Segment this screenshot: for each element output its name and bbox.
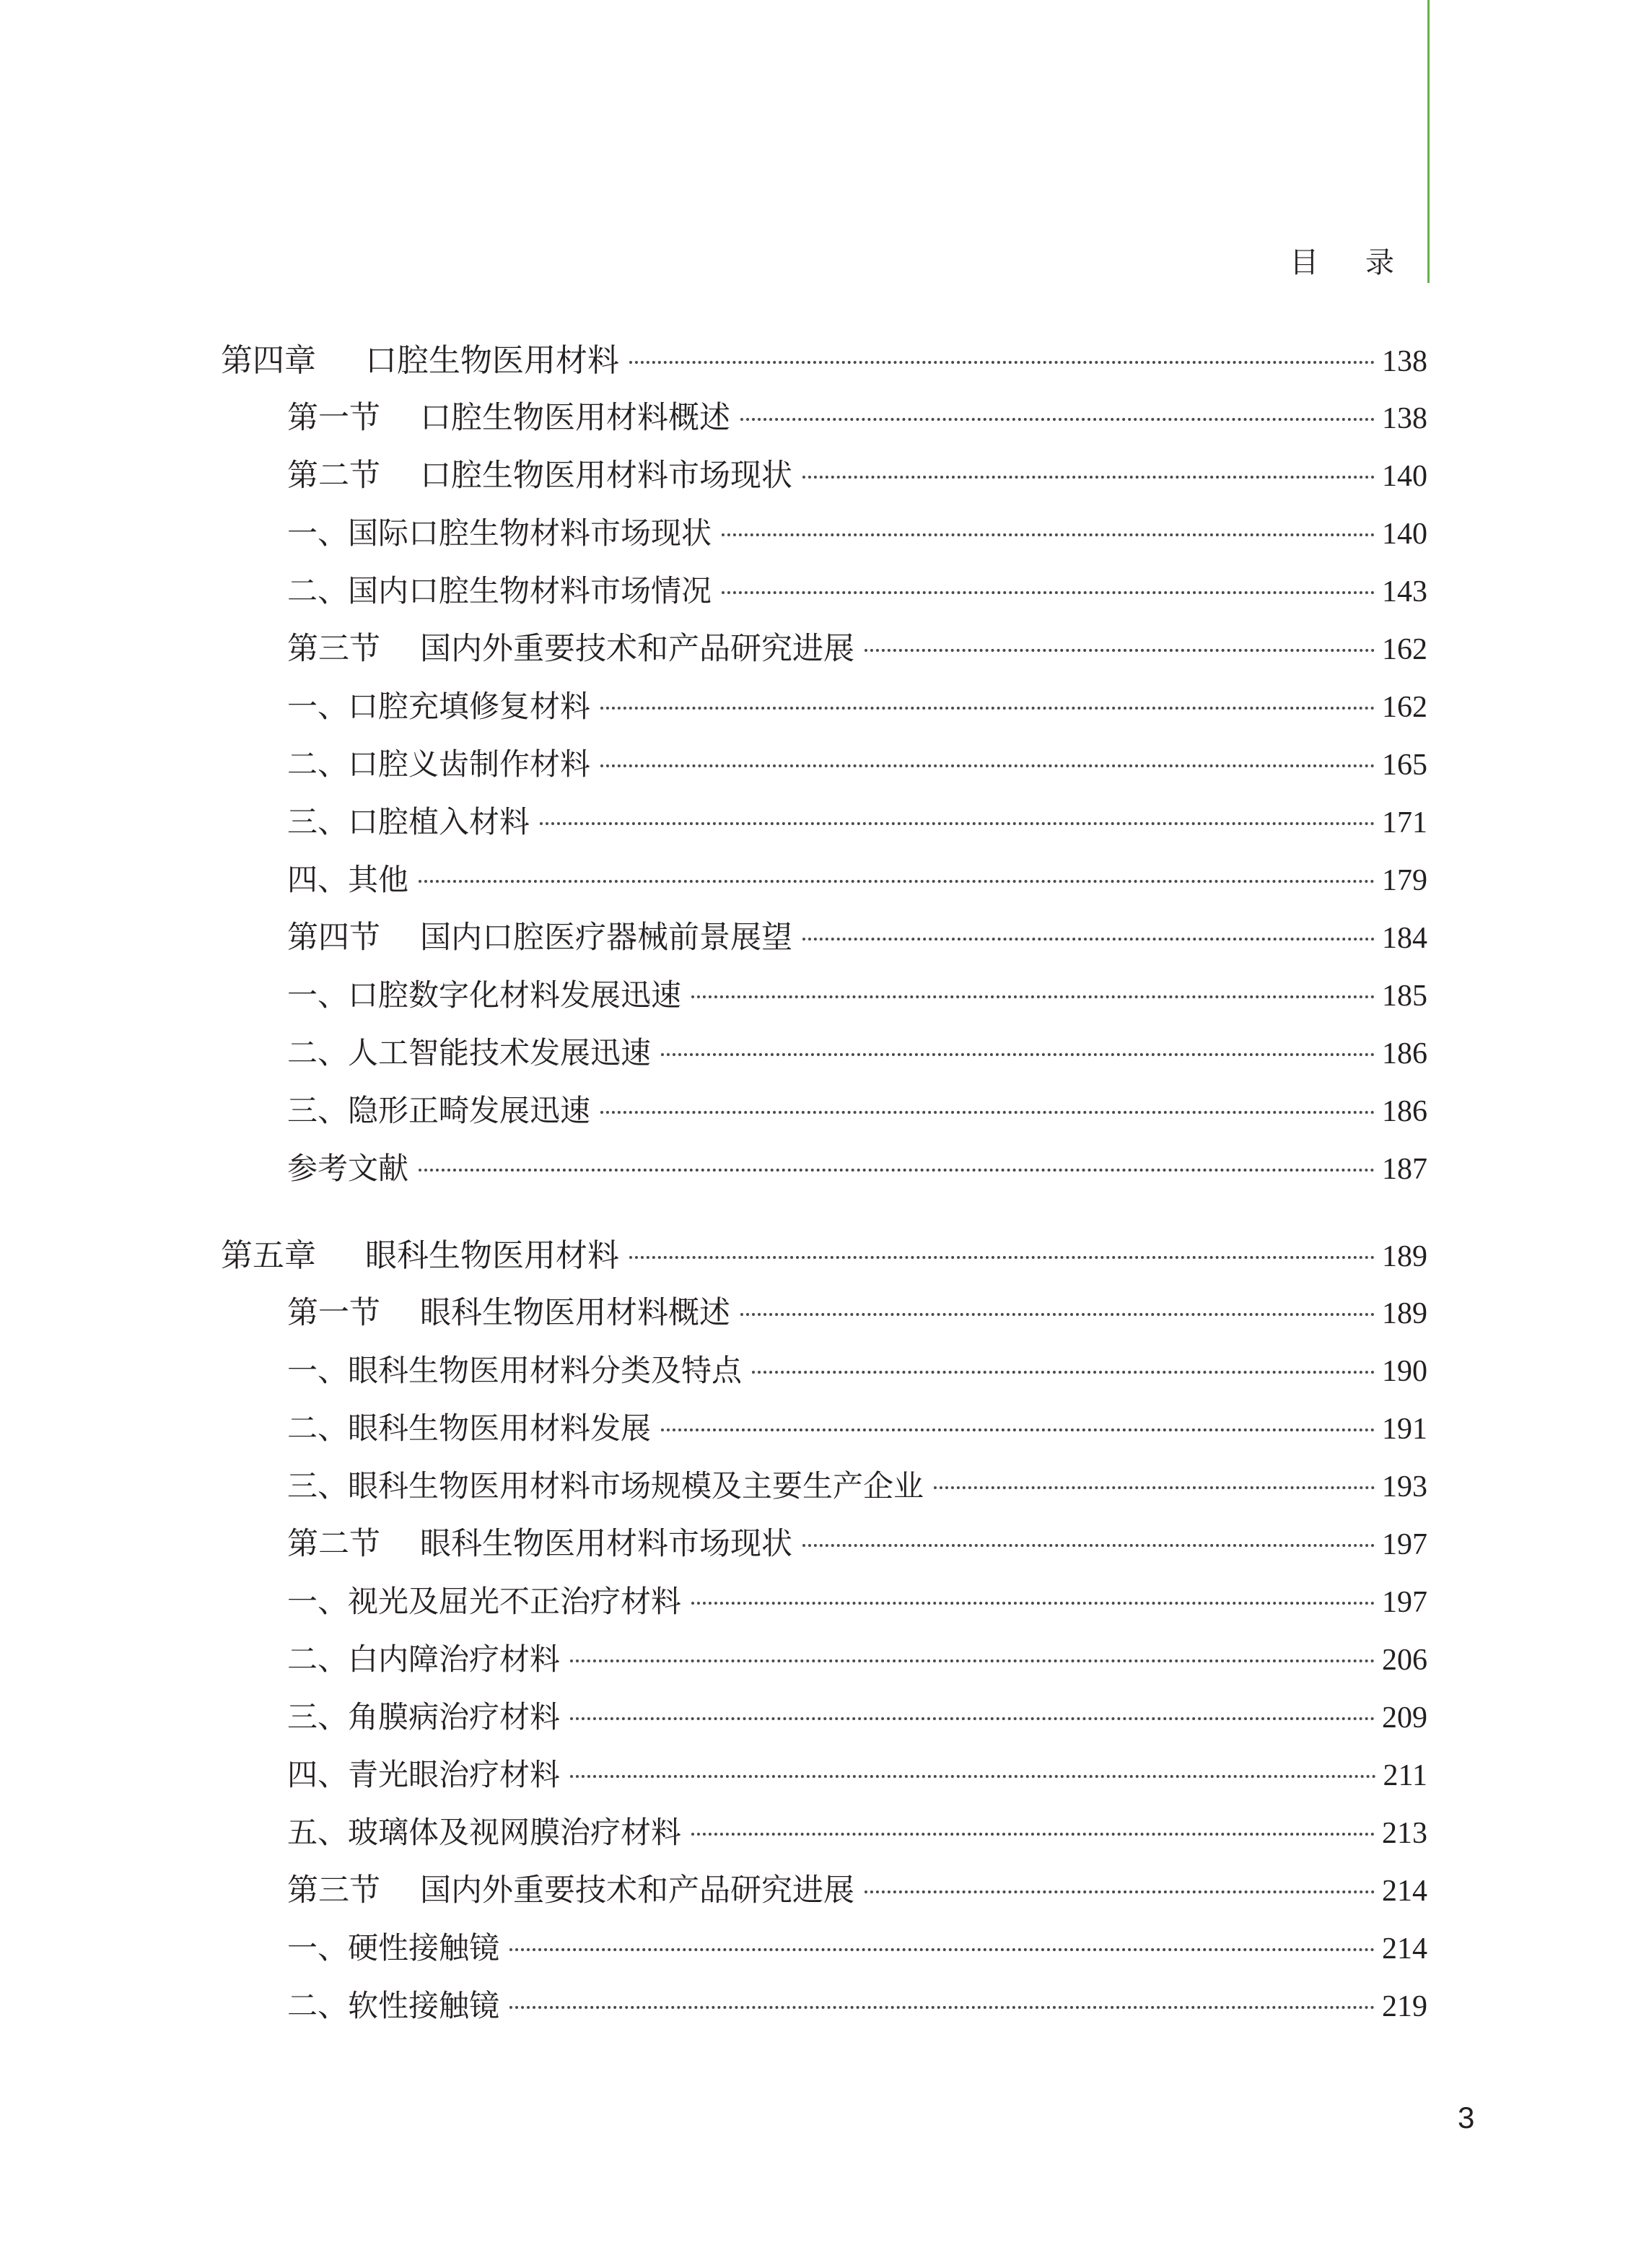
item-title: 一、硬性接触镜 xyxy=(287,1930,500,1966)
dot-leader xyxy=(600,764,1375,767)
page-ref: 187 xyxy=(1382,1153,1427,1186)
page-ref: 189 xyxy=(1382,1297,1427,1330)
dot-leader xyxy=(509,1948,1375,1951)
dot-leader xyxy=(629,361,1375,364)
toc-entry-item[interactable] xyxy=(287,1584,1427,1619)
page-ref: 193 xyxy=(1382,1470,1427,1504)
toc-entry-item[interactable] xyxy=(287,862,1427,897)
dot-leader xyxy=(570,1775,1376,1778)
toc-entry-item[interactable] xyxy=(287,1757,1427,1792)
dot-leader xyxy=(691,1602,1375,1605)
page-ref: 140 xyxy=(1382,518,1427,551)
running-head: 目 录 xyxy=(1290,246,1413,279)
dot-leader xyxy=(600,1111,1375,1114)
dot-leader xyxy=(865,1890,1375,1893)
page-number: 3 xyxy=(1458,2101,1475,2134)
page-ref: 162 xyxy=(1382,633,1427,666)
page-ref: 171 xyxy=(1382,806,1427,839)
page-ref: 185 xyxy=(1382,980,1427,1013)
toc-entry-item[interactable] xyxy=(287,804,1427,839)
item-title: 四、青光眼治疗材料 xyxy=(287,1757,561,1792)
item-title: 五、玻璃体及视网膜治疗材料 xyxy=(287,1815,682,1850)
toc-entry-item[interactable] xyxy=(287,1468,1427,1504)
item-title: 一、国际口腔生物材料市场现状 xyxy=(287,515,712,551)
toc-entry-item[interactable] xyxy=(287,1930,1427,1966)
toc-entry-section[interactable] xyxy=(287,1872,1427,1909)
section-title: 口腔生物医用材料市场现状 xyxy=(420,458,792,494)
page-ref: 138 xyxy=(1382,402,1427,435)
toc-entry-item[interactable] xyxy=(287,1699,1427,1735)
dot-leader xyxy=(600,707,1375,710)
section-title: 口腔生物医用材料概述 xyxy=(420,400,730,436)
page-ref: 214 xyxy=(1382,1932,1427,1966)
dot-leader xyxy=(661,1053,1375,1056)
toc-entry-item[interactable] xyxy=(287,1035,1427,1070)
item-title: 二、口腔义齿制作材料 xyxy=(287,746,591,782)
page-ref: 162 xyxy=(1382,691,1427,724)
page-ref: 219 xyxy=(1382,1990,1427,2023)
section-number: 第三节 xyxy=(287,631,380,667)
section-title: 眼科生物医用材料概述 xyxy=(420,1295,730,1331)
toc-entry-item[interactable] xyxy=(287,1988,1427,2023)
chapter-title: 眼科生物医用材料 xyxy=(365,1237,619,1274)
toc-entry-section[interactable] xyxy=(287,1295,1427,1331)
page-ref: 209 xyxy=(1382,1701,1427,1735)
chapter-title: 口腔生物医用材料 xyxy=(365,342,619,379)
dot-leader xyxy=(419,1169,1375,1172)
toc-entry-chapter[interactable] xyxy=(221,1237,1427,1274)
dot-leader xyxy=(865,649,1375,652)
page-ref: 214 xyxy=(1382,1875,1427,1908)
item-title: 二、眼科生物医用材料发展 xyxy=(287,1410,652,1446)
section-title: 国内外重要技术和产品研究进展 xyxy=(420,631,854,667)
dot-leader xyxy=(570,1717,1375,1720)
toc-entry-item[interactable] xyxy=(287,515,1427,551)
page-ref: 143 xyxy=(1382,575,1427,609)
item-title: 二、软性接触镜 xyxy=(287,1988,500,2023)
item-title: 二、人工智能技术发展迅速 xyxy=(287,1035,652,1070)
item-title: 二、国内口腔生物材料市场情况 xyxy=(287,573,712,609)
chapter-number: 第五章 xyxy=(221,1237,316,1274)
dot-leader xyxy=(691,995,1375,998)
page-ref: 140 xyxy=(1382,460,1427,493)
dot-leader xyxy=(752,1371,1375,1374)
page-ref: 186 xyxy=(1382,1037,1427,1070)
page-ref: 184 xyxy=(1382,922,1427,955)
dot-leader xyxy=(802,1544,1375,1547)
section-title: 眼科生物医用材料市场现状 xyxy=(420,1526,792,1562)
dot-leader xyxy=(934,1486,1375,1489)
page-ref: 190 xyxy=(1382,1355,1427,1388)
dot-leader xyxy=(740,418,1375,421)
section-number: 第二节 xyxy=(287,1526,380,1562)
page-ref: 179 xyxy=(1382,864,1427,897)
item-title: 四、其他 xyxy=(287,862,409,897)
section-number: 第三节 xyxy=(287,1872,380,1909)
item-title: 三、眼科生物医用材料市场规模及主要生产企业 xyxy=(287,1468,924,1504)
section-number: 第一节 xyxy=(287,400,380,436)
toc-entry-section[interactable] xyxy=(287,458,1427,494)
item-title: 三、角膜病治疗材料 xyxy=(287,1699,561,1735)
page-ref: 211 xyxy=(1383,1759,1427,1792)
toc-entry-item[interactable] xyxy=(287,1410,1427,1446)
page-ref: 213 xyxy=(1382,1817,1427,1850)
toc-entry-section[interactable] xyxy=(287,400,1427,436)
toc-entry-item[interactable] xyxy=(287,689,1427,724)
toc-entry-chapter[interactable] xyxy=(221,342,1427,379)
item-title: 三、隐形正畸发展迅速 xyxy=(287,1093,591,1128)
toc-entry-section[interactable] xyxy=(287,631,1427,667)
dot-leader xyxy=(722,533,1375,536)
page-ref: 189 xyxy=(1382,1240,1427,1273)
toc-entry-item[interactable] xyxy=(287,977,1427,1013)
item-title: 三、口腔植入材料 xyxy=(287,804,530,839)
item-title: 参考文献 xyxy=(287,1151,409,1186)
toc-entry-item[interactable] xyxy=(287,1153,1427,1185)
item-title: 一、视光及屈光不正治疗材料 xyxy=(287,1584,682,1619)
dot-leader xyxy=(509,2006,1375,2009)
dot-leader xyxy=(570,1659,1375,1662)
header-divider-line xyxy=(1427,0,1430,283)
toc-entry-section[interactable] xyxy=(287,920,1427,956)
item-title: 一、眼科生物医用材料分类及特点 xyxy=(287,1353,743,1388)
page-ref: 197 xyxy=(1382,1528,1427,1561)
toc-entry-item[interactable] xyxy=(287,1093,1427,1128)
toc-entry-item[interactable] xyxy=(287,1815,1427,1850)
page-ref: 165 xyxy=(1382,749,1427,782)
dot-leader xyxy=(419,880,1375,883)
dot-leader xyxy=(802,476,1375,479)
dot-leader xyxy=(740,1313,1375,1316)
section-number: 第四节 xyxy=(287,920,380,956)
dot-leader xyxy=(661,1429,1375,1431)
dot-leader xyxy=(802,938,1375,941)
dot-leader xyxy=(629,1256,1375,1259)
toc-entry-item[interactable] xyxy=(287,573,1427,609)
page-ref: 206 xyxy=(1382,1644,1427,1677)
page-ref: 191 xyxy=(1382,1413,1427,1446)
dot-leader xyxy=(691,1833,1375,1836)
section-number: 第一节 xyxy=(287,1295,380,1331)
toc-entry-section[interactable] xyxy=(287,1526,1427,1562)
page-ref: 186 xyxy=(1382,1095,1427,1128)
item-title: 一、口腔充填修复材料 xyxy=(287,689,591,724)
dot-leader xyxy=(722,591,1375,594)
item-title: 一、口腔数字化材料发展迅速 xyxy=(287,977,682,1013)
section-title: 国内口腔医疗器械前景展望 xyxy=(420,920,792,956)
chapter-number: 第四章 xyxy=(221,342,316,379)
toc-entry-item[interactable] xyxy=(287,746,1427,782)
toc-entry-item[interactable] xyxy=(287,1641,1427,1677)
item-title: 二、白内障治疗材料 xyxy=(287,1641,561,1677)
toc-entry-item[interactable] xyxy=(287,1353,1427,1388)
dot-leader xyxy=(540,822,1375,825)
page-ref: 138 xyxy=(1382,345,1427,378)
section-number: 第二节 xyxy=(287,458,380,494)
section-title: 国内外重要技术和产品研究进展 xyxy=(420,1872,854,1909)
page-ref: 197 xyxy=(1382,1586,1427,1619)
